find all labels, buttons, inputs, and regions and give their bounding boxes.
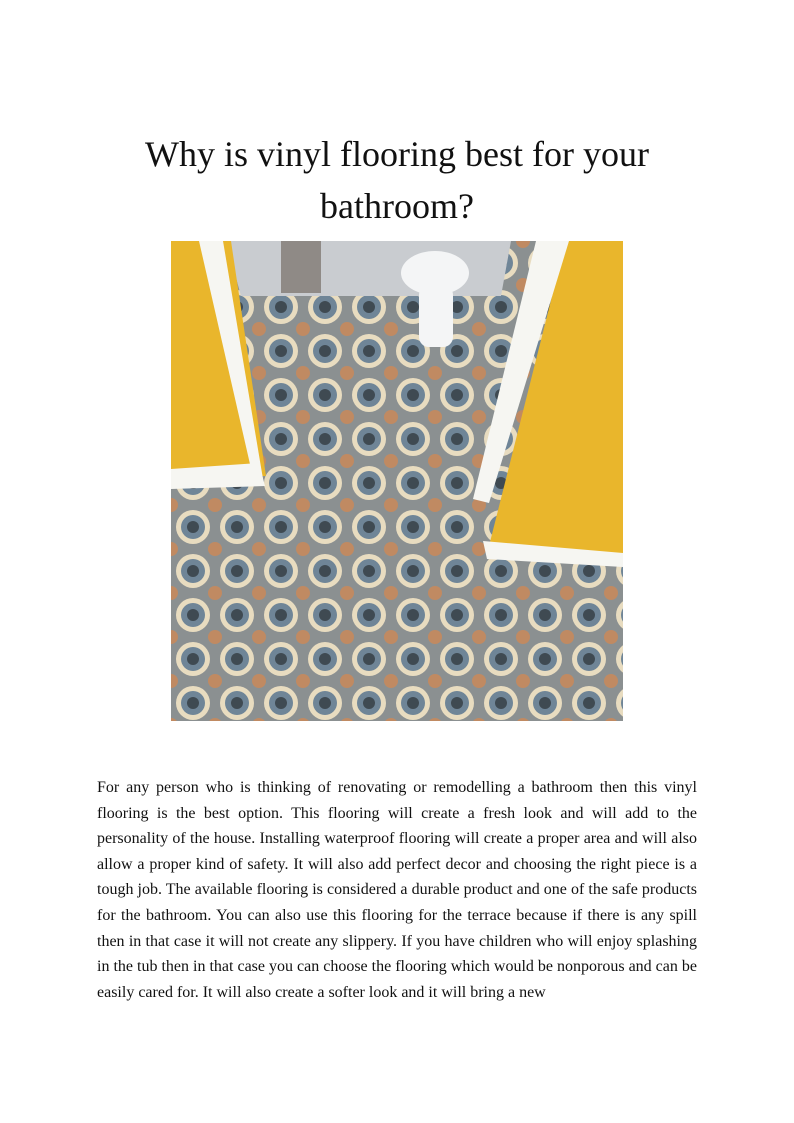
body-paragraph: For any person who is thinking of renovating or remodelling a bathroom then this vinyl flooring is the best option. This flooring will create a fresh look and will add to the personality of the house. Installing waterproof flooring will create a proper area and will also allow a proper kind of safety. It will also add perfect decor and choosing the right piece is a tough job. The available flooring is considered a durable product and one of the safe products for the bathroom. You can also use this flooring for the terrace because if there is any spill then in that case it will not create any slippery. If you have children who will enjoy splashing in the tub then in that case you can choose the flooring which would be nonporous and can be easily cared for. It will also create a softer look and it will bring a new [97,779,697,1001]
bathroom-floor-photo [171,241,623,721]
radiator [281,241,321,293]
bathroom-floor-image [171,241,623,721]
toilet-pedestal [419,285,453,347]
page-title: Why is vinyl flooring best for your bathroom? [145,134,649,226]
